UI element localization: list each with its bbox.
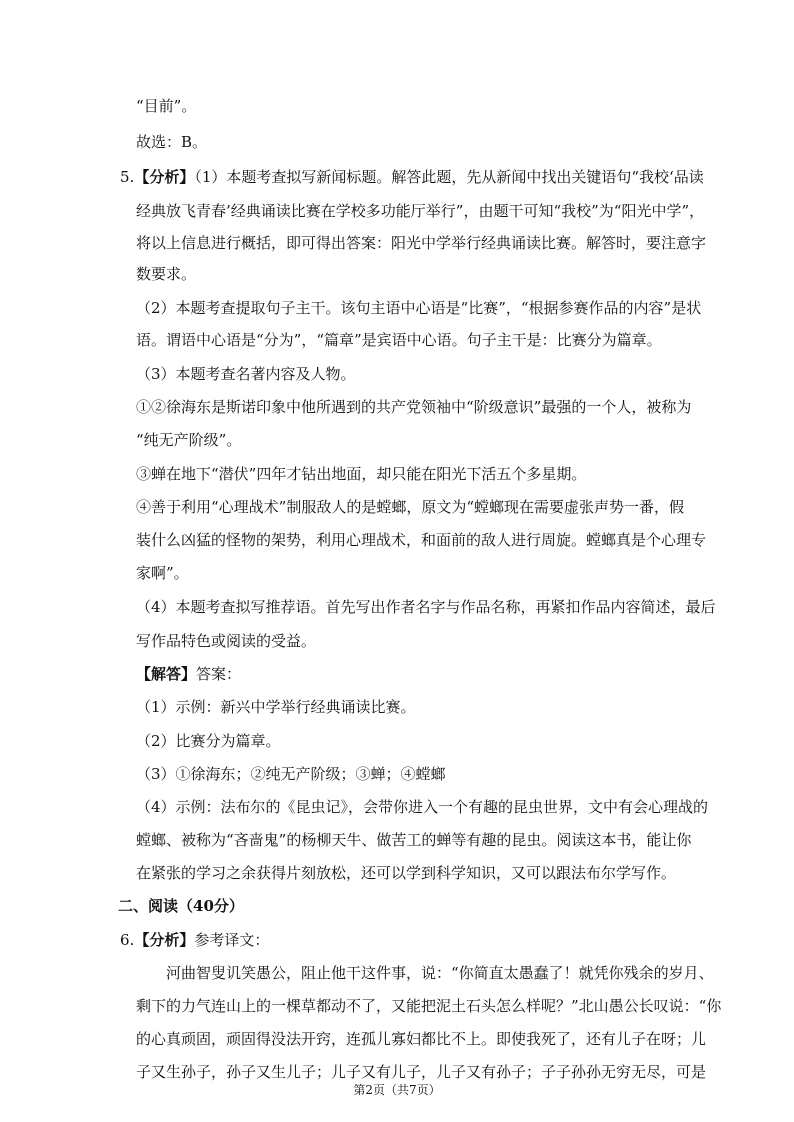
q5-p1-line1: （1）本题考查拟写新闻标题。解答此题，先从新闻中找出关键语句“我校‘品读 bbox=[194, 168, 704, 186]
q5-first-line bbox=[120, 167, 704, 187]
q6-translation-line1: 河曲智叟讥笑愚公，阻止他干这件事，说：“你简直太愚蠢了！就凭你残余的岁月、 bbox=[166, 964, 714, 982]
q5-answer-3: （3）①徐海东；②纯无产阶级；③蝉；④螳螂 bbox=[136, 765, 446, 783]
q6-translation-line2: 剩下的力气连山上的一棵草都动不了，又能把泥土石头怎么样呢？”北山愚公长叹说：“你 bbox=[136, 997, 722, 1015]
q6-label: 参考译文： bbox=[194, 931, 270, 949]
page-footer: 第2页（共7页） bbox=[353, 1083, 441, 1097]
q6-number: 6. bbox=[120, 931, 135, 949]
q6-translation-line3: 的心真顽固，顽固得没法开窍，连孤儿寡妇都比不上。即使我死了，还有儿子在呀；儿 bbox=[136, 1030, 707, 1048]
q5-p3: （3）本题考查名著内容及人物。 bbox=[136, 365, 356, 383]
q5-answer-2: （2）比赛分为篇章。 bbox=[136, 732, 281, 750]
q5-p1-line3: 将以上信息进行概括，即可得出答案：阳光中学举行经典诵读比赛。解答时，要注意字 bbox=[136, 234, 707, 252]
q6-analysis-tag: 【分析】 bbox=[134, 931, 195, 949]
q5-answer-heading bbox=[136, 664, 241, 684]
q5-p3c-line2: 装什么凶猛的怪物的架势，利用心理战术，和面前的敌人进行周旋。螳螂真是个心理专 bbox=[136, 531, 707, 549]
q5-p4-line1: （4）本题考查拟写推荐语。首先写出作者名字与作品名称，再紧扣作品内容简述，最后 bbox=[136, 598, 716, 616]
q5-answer-4-line1: （4）示例：法布尔的《昆虫记》，会带你进入一个有趣的昆虫世界，文中有会心理战的 bbox=[136, 798, 709, 816]
q5-p2-line1: （2）本题考查提取句子主干。该句主语中心语是“比赛”，“根据参赛作品的内容”是状 bbox=[136, 299, 702, 317]
q5-answer-4-line3: 在紧张的学习之余获得片刻放松，还可以学到科学知识，又可以跟法布尔学写作。 bbox=[136, 864, 677, 882]
q5-p3c-line1: ④善于利用“心理战术”制服敌人的是螳螂，原文为“螳螂现在需要虚张声势一番，假 bbox=[136, 498, 685, 516]
q5-answer-1: （1）示例：新兴中学举行经典诵读比赛。 bbox=[136, 698, 416, 716]
q5-answer-label: 答案： bbox=[196, 665, 242, 683]
q5-p1-line2: 经典放飞青春’经典诵读比赛在学校多功能厅举行”，由题干可知“我校”为“阳光中学”， bbox=[136, 202, 705, 220]
q5-p3a-line2: “纯无产阶级”。 bbox=[136, 431, 242, 449]
section-heading-reading: 二、阅读（40分） bbox=[118, 897, 244, 915]
q4-tail-line2: 故选：B。 bbox=[136, 133, 208, 151]
q5-p2-line2: 语。谓语中心语是“分为”，“篇章”是宾语中心语。句子主干是：比赛分为篇章。 bbox=[136, 331, 662, 349]
q4-tail-line1: “目前”。 bbox=[136, 97, 197, 115]
q6-first-line bbox=[120, 930, 269, 950]
q5-p3c-line3: 家啊”。 bbox=[136, 564, 189, 582]
q5-p4-line2: 写作品特色或阅读的受益。 bbox=[136, 632, 317, 650]
q6-translation-line4: 子又生孙子，孙子又生儿子；儿子又有儿子，儿子又有孙子；子子孙孙无穷无尽，可是 bbox=[136, 1063, 707, 1081]
q5-p1-line4: 数要求。 bbox=[136, 265, 197, 283]
q5-number: 5. bbox=[120, 168, 135, 186]
q5-answer-4-line2: 螳螂、被称为“吝啬鬼”的杨柳天牛、做苦工的蝉等有趣的昆虫。阅读这本书，能让你 bbox=[136, 831, 692, 849]
q5-analysis-tag: 【分析】 bbox=[134, 168, 195, 186]
q5-p3a-line1: ①②徐海东是斯诺印象中他所遇到的共产党领袖中“阶级意识”最强的一个人，被称为 bbox=[136, 398, 692, 416]
q5-p3b: ③蝉在地下“潜伏”四年才钻出地面，却只能在阳光下活五个多星期。 bbox=[136, 465, 587, 483]
q5-answer-tag: 【解答】 bbox=[136, 665, 197, 683]
